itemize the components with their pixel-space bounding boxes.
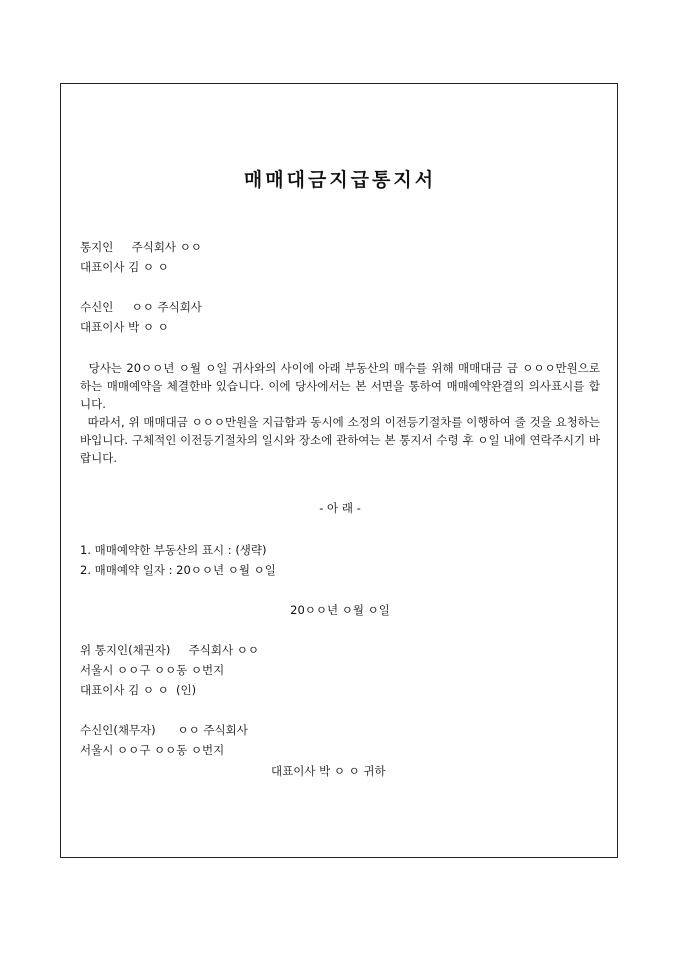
creditor-line-1: 위 통지인(채권자) 주식회사 ㅇㅇ: [80, 643, 259, 657]
document-title: 매매대금지급통지서: [243, 169, 437, 191]
creditor-address: 서울시 ㅇㅇ구 ㅇㅇ동 ㅇ번지: [80, 663, 225, 677]
recipient-line-1: 수신인 ㅇㅇ 주식회사: [80, 300, 202, 314]
item-2: 2. 매매예약 일자 : 20ㅇㅇ년 ㅇ월 ㅇ일: [80, 563, 276, 577]
document-date: 20ㅇㅇ년 ㅇ월 ㅇ일: [290, 603, 390, 617]
body-paragraph-1: 당사는 20ㅇㅇ년 ㅇ월 ㅇ일 귀사와의 사이에 아래 부동산의 매수를 위해 매매대금 금 ㅇㅇㅇ만원으로 하는 매매예약을 체결한바 있습니다. 이에 당사에서는 본 서면을 통하여 매매예약완결의 의사표시를 합니다.: [80, 361, 604, 411]
debtor-representative: 대표이사 박 ㅇ ㅇ 귀하: [271, 764, 386, 778]
item-1: 1. 매매예약한 부동산의 표시 : (생략): [80, 543, 267, 557]
body-text: [80, 359, 604, 467]
body-paragraph-2: 따라서, 위 매매대금 ㅇㅇㅇ만원을 지급함과 동시에 소정의 이전등기절차를 이행하여 줄 것을 요청하는 바입니다. 구체적인 이전등기절차의 일시와 장소에 관하여는 본 통지서 수령 후 ㅇ일 내에 연락주시기 바랍니다.: [80, 415, 604, 465]
creditor-representative: 대표이사 김 ㅇ ㅇ (인): [80, 683, 197, 697]
debtor-line-1: 수신인(채무자) ㅇㅇ 주식회사: [80, 723, 248, 737]
document-border: [60, 83, 618, 858]
recipient-line-2: 대표이사 박 ㅇ ㅇ: [80, 320, 169, 334]
sender-line-1: 통지인 주식회사 ㅇㅇ: [80, 240, 202, 254]
sender-line-2: 대표이사 김 ㅇ ㅇ: [80, 260, 169, 274]
debtor-address: 서울시 ㅇㅇ구 ㅇㅇ동 ㅇ번지: [80, 743, 225, 757]
section-heading: - 아 래 -: [319, 501, 361, 515]
